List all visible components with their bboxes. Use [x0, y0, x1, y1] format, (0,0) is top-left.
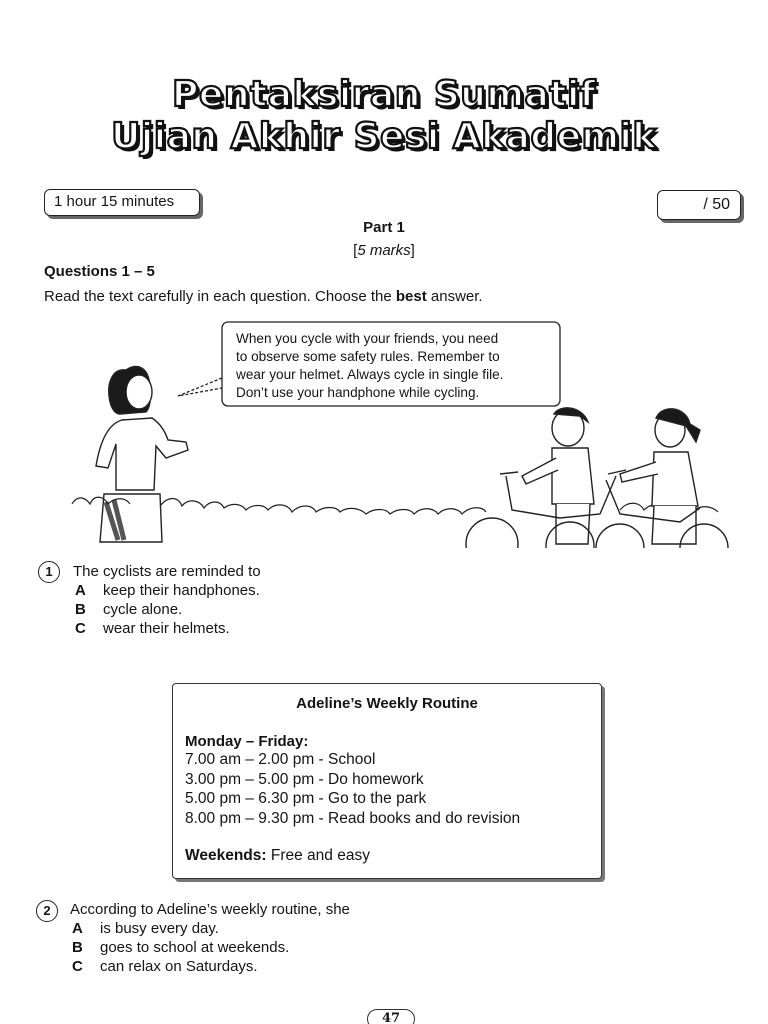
- speech-bubble-tail: [178, 378, 222, 396]
- weekends-label: Weekends:: [185, 847, 267, 864]
- questions-range: Questions 1 – 5: [44, 263, 155, 280]
- speech-line-4: Don’t use your handphone while cycling.: [236, 385, 480, 400]
- speech-bubble-text: [236, 330, 566, 402]
- teacher-figure: [96, 367, 188, 543]
- option-letter: C: [75, 620, 86, 637]
- score-box: / 50: [657, 190, 741, 220]
- routine-weekends: [185, 847, 370, 865]
- question-1-number: 1: [38, 561, 60, 583]
- weekends-text: Free and easy: [266, 847, 370, 864]
- boy-cyclist: [522, 408, 594, 544]
- option-letter: A: [75, 582, 86, 599]
- option-text: can relax on Saturdays.: [100, 958, 258, 975]
- speech-line-2: to observe some safety rules. Remember to: [236, 349, 500, 364]
- speech-line-3: wear your helmet. Always cycle in single file.: [236, 367, 504, 382]
- girl-cyclist: [620, 409, 700, 544]
- option-letter: A: [72, 920, 83, 937]
- routine-line-2: 3.00 pm – 5.00 pm - Do homework: [185, 771, 424, 788]
- question-2-option-b[interactable]: [72, 939, 289, 956]
- option-letter: B: [75, 601, 86, 618]
- question-1-option-c[interactable]: [75, 620, 230, 637]
- page-title-line-2: Ujian Akhir Sesi Akademik: [111, 116, 657, 157]
- speech-line-1: When you cycle with your friends, you need: [236, 331, 499, 346]
- option-letter: C: [72, 958, 83, 975]
- question-2-option-a[interactable]: [72, 920, 219, 937]
- part-title: Part 1: [363, 219, 405, 236]
- question-1-option-b[interactable]: [75, 601, 182, 618]
- page-title-line-1: Pentaksiran Sumatif: [172, 74, 596, 115]
- question-1-stem: The cyclists are reminded to: [73, 563, 261, 580]
- part-marks: [5 marks]: [353, 242, 415, 259]
- part-marks-value: 5 marks: [357, 242, 411, 259]
- question-2-stem: According to Adeline’s weekly routine, she: [70, 901, 350, 918]
- page-number: 47: [367, 1009, 415, 1024]
- option-letter: B: [72, 939, 83, 956]
- option-text: keep their handphones.: [103, 582, 260, 599]
- instruction-bold: best: [395, 288, 427, 305]
- option-text: goes to school at weekends.: [100, 939, 290, 956]
- instruction-text: [44, 288, 483, 305]
- routine-days-label: Monday – Friday:: [185, 733, 309, 750]
- routine-line-1: 7.00 am – 2.00 pm - School: [185, 751, 376, 768]
- option-text: is busy every day.: [100, 920, 219, 937]
- routine-line-3: 5.00 pm – 6.30 pm - Go to the park: [185, 790, 427, 807]
- instruction-before: Read the text carefully in each question. Choose the: [44, 288, 396, 305]
- routine-line-4: 8.00 pm – 9.30 pm - Read books and do revision: [185, 810, 521, 827]
- option-text: cycle alone.: [103, 601, 183, 618]
- question-2-option-c[interactable]: [72, 958, 258, 975]
- question-1-option-a[interactable]: [75, 582, 260, 599]
- duration-box: 1 hour 15 minutes: [44, 189, 200, 216]
- instruction-after: answer.: [426, 288, 483, 305]
- routine-title: Adeline’s Weekly Routine: [296, 695, 478, 712]
- option-text: wear their helmets.: [103, 620, 230, 637]
- question-2-number: 2: [36, 900, 58, 922]
